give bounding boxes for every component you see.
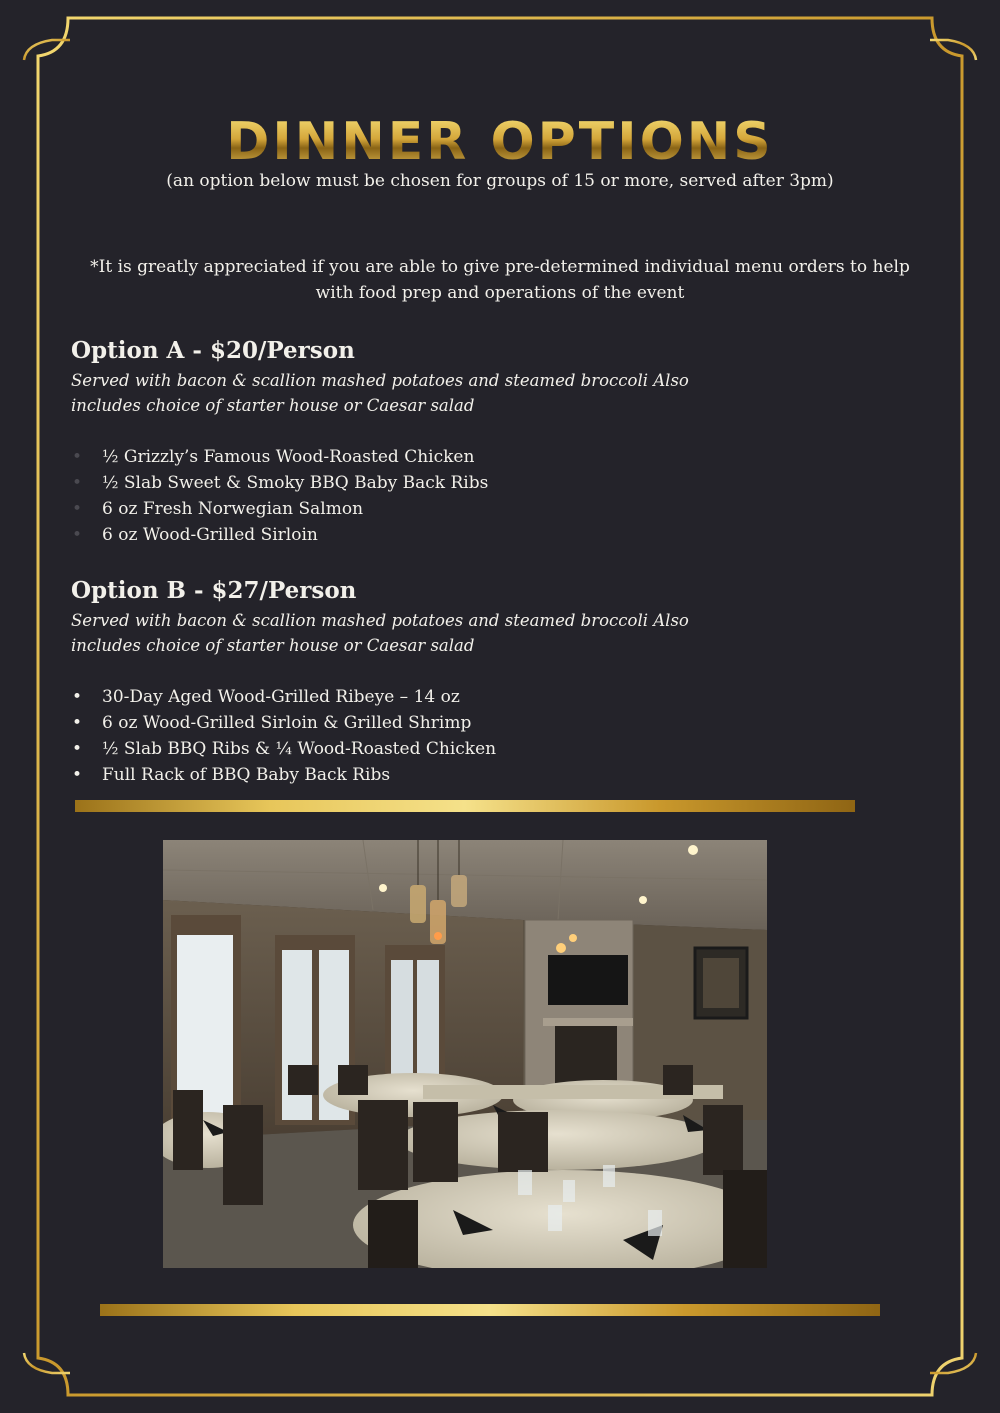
list-item [71, 736, 831, 762]
note-line-2: with food prep and operations of the event [315, 283, 685, 303]
option-b-desc-line-1: Served with bacon & scallion mashed potatoes and steamed broccoli Also [71, 611, 689, 630]
menu-order-note [80, 254, 920, 306]
option-a-description [71, 368, 711, 418]
option-b-section [71, 576, 831, 788]
list-item-text: ½ Grizzly’s Famous Wood-Roasted Chicken [102, 447, 475, 467]
dining-room-photo [163, 840, 767, 1268]
list-item-text: 30-Day Aged Wood-Grilled Ribeye – 14 oz [102, 687, 460, 707]
list-item [71, 762, 831, 788]
list-item-text: 6 oz Wood-Grilled Sirloin & Grilled Shrimp [102, 713, 472, 733]
option-a-desc-line-1: Served with bacon & scallion mashed potatoes and steamed broccoli Also [71, 371, 689, 390]
dining-room-illustration [163, 840, 767, 1268]
list-item [71, 470, 831, 496]
gold-divider-bottom [100, 1304, 880, 1316]
list-item-text: 6 oz Wood-Grilled Sirloin [102, 525, 318, 545]
bullet: • [72, 739, 83, 759]
option-a-section [71, 336, 831, 548]
list-item-text: ½ Slab Sweet & Smoky BBQ Baby Back Ribs [102, 473, 489, 493]
list-item [71, 522, 831, 548]
bullet: • [72, 473, 83, 493]
option-a-desc-line-2: includes choice of starter house or Caesar salad [71, 396, 475, 415]
gold-divider-top [75, 800, 855, 812]
option-b-desc-line-2: includes choice of starter house or Caesar salad [71, 636, 475, 655]
list-item-text: Full Rack of BBQ Baby Back Ribs [102, 765, 391, 785]
bullet: • [72, 713, 83, 733]
bullet: • [72, 687, 83, 707]
list-item [71, 444, 831, 470]
list-item [71, 684, 831, 710]
subtitle: (an option below must be chosen for groups of 15 or more, served after 3pm) [166, 171, 834, 191]
list-item-text: ½ Slab BBQ Ribs & ¼ Wood-Roasted Chicken [102, 739, 497, 759]
bullet: • [72, 499, 83, 519]
bullet: • [72, 765, 83, 785]
bullet: • [72, 447, 83, 467]
page-title: DINNER OPTIONS [0, 112, 1000, 172]
option-a-heading: Option A - $20/Person [71, 337, 355, 364]
option-a-list [71, 444, 831, 548]
option-b-description [71, 608, 711, 658]
list-item [71, 710, 831, 736]
option-b-heading: Option B - $27/Person [71, 577, 357, 604]
option-b-list [71, 684, 831, 788]
list-item [71, 496, 831, 522]
bullet: • [72, 525, 83, 545]
list-item-text: 6 oz Fresh Norwegian Salmon [102, 499, 364, 519]
note-line-1: *It is greatly appreciated if you are able to give pre-determined individual menu orders to help [90, 257, 910, 277]
